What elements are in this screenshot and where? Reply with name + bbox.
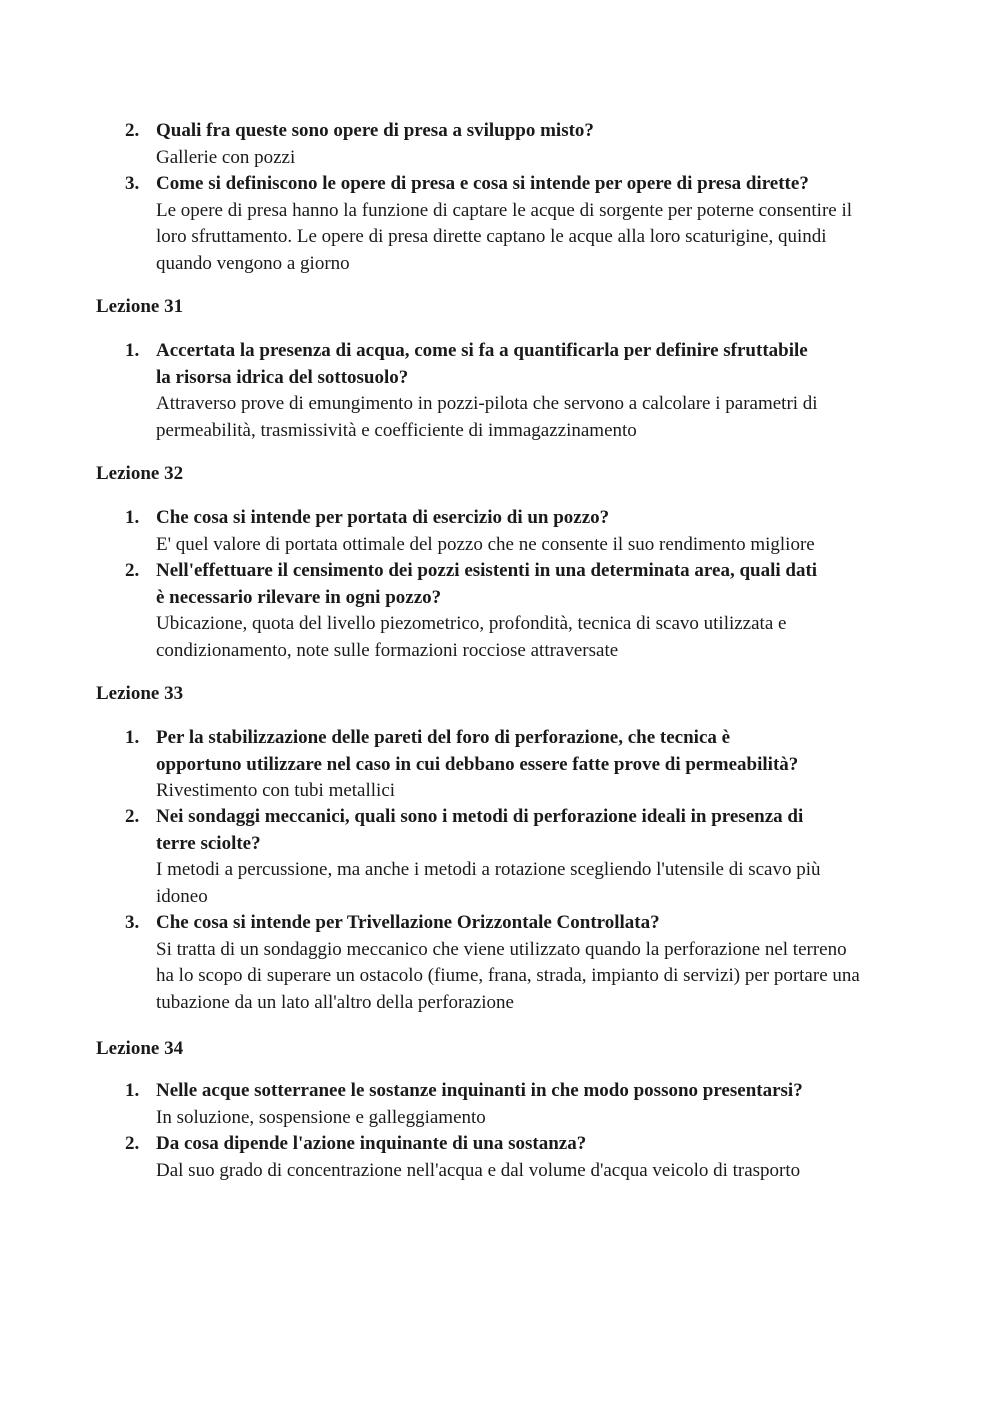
answer-line: ha lo scopo di superare un ostacolo (fiume, frana, strada, impianto di servizi) per portare una: [156, 965, 860, 986]
answer-line: Dal suo grado di concentrazione nell'acqua e dal volume d'acqua veicolo di trasporto: [156, 1159, 801, 1181]
item-number: 1.: [125, 340, 140, 361]
question-line: è necessario rilevare in ogni pozzo?: [156, 586, 442, 608]
item-number: 1.: [125, 507, 140, 528]
answer-text: [156, 1105, 916, 1132]
answer-line: condizionamento, note sulle formazioni rocciose attraversate: [156, 639, 619, 661]
question-line: Accertata la presenza di acqua, come si fa a quantificarla per definire sfruttabile: [156, 340, 808, 361]
answer-text: [156, 778, 916, 805]
question-text: [156, 558, 916, 611]
answer-line: E' quel valore di portata ottimale del pozzo che ne consente il suo rendimento migliore: [156, 533, 815, 555]
answer-line: Gallerie con pozzi: [156, 146, 296, 168]
answer-line: tubazione da un lato all'altro della perforazione: [156, 991, 514, 1013]
question-line: Nell'effettuare il censimento dei pozzi esistenti in una determinata area, quali dati: [156, 560, 818, 581]
section-heading: Lezione 33: [96, 683, 184, 704]
answer-line: Le opere di presa hanno la funzione di captare le acque di sorgente per poterne consentire il: [156, 199, 853, 221]
answer-text: [156, 532, 916, 559]
item-number: 3.: [125, 173, 140, 194]
question-line: Nelle acque sotterranee le sostanze inquinanti in che modo possono presentarsi?: [156, 1080, 803, 1101]
item-number: 2.: [125, 560, 140, 581]
question-line: opportuno utilizzare nel caso in cui debbano essere fatte prove di permeabilità?: [156, 753, 799, 775]
answer-line: Rivestimento con tubi metallici: [156, 780, 396, 801]
question-line: Quali fra queste sono opere di presa a sviluppo misto?: [156, 120, 594, 141]
question-line: la risorsa idrica del sottosuolo?: [156, 366, 409, 388]
question-line: terre sciolte?: [156, 832, 261, 854]
question-text: [156, 804, 916, 857]
answer-text: [156, 1158, 916, 1185]
item-number: 1.: [125, 727, 140, 748]
question-text: [156, 1078, 916, 1105]
item-number: 2.: [125, 120, 140, 141]
answer-line: loro sfruttamento. Le opere di presa dirette captano le acque alla loro scaturigine, quindi: [156, 226, 827, 247]
question-line: Che cosa si intende per portata di esercizio di un pozzo?: [156, 507, 610, 528]
question-text: [156, 338, 916, 391]
section-heading: Lezione 32: [96, 463, 184, 484]
question-text: [156, 171, 916, 198]
question-text: [156, 505, 916, 532]
question-line: Che cosa si intende per Trivellazione Orizzontale Controllata?: [156, 912, 660, 933]
question-text: [156, 118, 916, 145]
answer-line: quando vengono a giorno: [156, 252, 350, 274]
answer-text: [156, 145, 916, 172]
item-number: 2.: [125, 1133, 140, 1154]
question-line: Nei sondaggi meccanici, quali sono i metodi di perforazione ideali in presenza di: [156, 806, 804, 827]
answer-text: [156, 198, 916, 278]
answer-line: Attraverso prove di emungimento in pozzi-pilota che servono a calcolare i parametri di: [156, 393, 818, 414]
item-number: 2.: [125, 806, 140, 827]
section-heading: Lezione 31: [96, 296, 184, 317]
answer-text: [156, 611, 916, 664]
question-text: [156, 910, 916, 937]
question-line: Come si definiscono le opere di presa e cosa si intende per opere di presa dirette?: [156, 173, 809, 194]
answer-line: I metodi a percussione, ma anche i metodi a rotazione scegliendo l'utensile di scavo più: [156, 859, 821, 880]
answer-line: permeabilità, trasmissività e coefficiente di immagazzinamento: [156, 419, 637, 441]
question-line: Da cosa dipende l'azione inquinante di una sostanza?: [156, 1133, 587, 1154]
answer-line: Ubicazione, quota del livello piezometrico, profondità, tecnica di scavo utilizzata e: [156, 613, 787, 634]
answer-line: Si tratta di un sondaggio meccanico che viene utilizzato quando la perforazione nel terreno: [156, 938, 847, 960]
answer-line: idoneo: [156, 885, 208, 907]
question-line: Per la stabilizzazione delle pareti del foro di perforazione, che tecnica è: [156, 727, 731, 748]
item-number: 1.: [125, 1080, 140, 1101]
answer-text: [156, 857, 916, 910]
question-text: [156, 725, 916, 778]
answer-text: [156, 391, 916, 444]
answer-line: In soluzione, sospensione e galleggiamento: [156, 1106, 486, 1128]
item-number: 3.: [125, 912, 140, 933]
question-text: [156, 1131, 916, 1158]
section-heading: Lezione 34: [96, 1038, 184, 1059]
answer-text: [156, 937, 916, 1017]
